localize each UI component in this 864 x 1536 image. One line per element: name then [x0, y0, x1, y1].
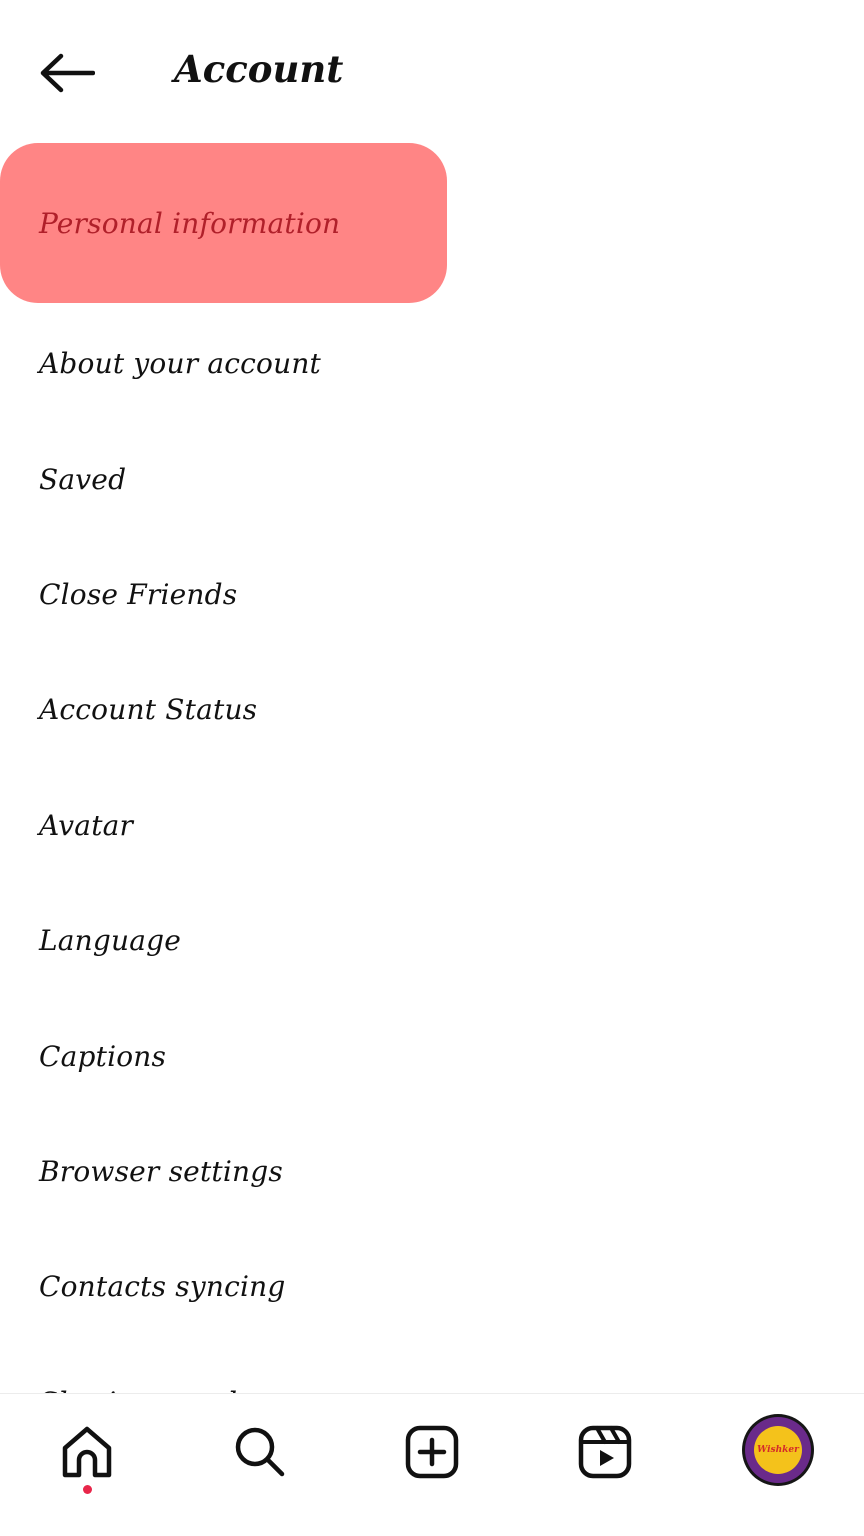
back-arrow-icon [37, 53, 95, 93]
nav-search-button[interactable] [220, 1412, 300, 1492]
menu-item-label: Close Friends [39, 577, 238, 611]
menu-item-language[interactable] [0, 883, 864, 998]
menu-item-label: Language [39, 924, 182, 958]
avatar-ring [745, 1417, 811, 1483]
menu-item-label: Contacts syncing [39, 1270, 286, 1304]
menu-item-label: Browser settings [39, 1154, 283, 1188]
avatar-logo [754, 1426, 802, 1474]
nav-home-button[interactable] [47, 1412, 127, 1492]
page-title: Account [174, 47, 344, 91]
menu-item-label: Account Status [39, 693, 258, 727]
menu-item-label: Captions [39, 1039, 167, 1073]
active-indicator-dot [83, 1485, 92, 1494]
menu-item-account-status[interactable] [0, 652, 864, 767]
menu-item-captions[interactable] [0, 998, 864, 1113]
menu-item-browser-settings[interactable] [0, 1114, 864, 1229]
nav-reels-button[interactable] [565, 1412, 645, 1492]
menu-item-label: Saved [39, 462, 127, 496]
top-app-bar [0, 0, 864, 140]
menu-item-personal-information[interactable] [0, 146, 864, 261]
menu-item-avatar[interactable] [0, 768, 864, 883]
reels-icon [575, 1422, 635, 1482]
nav-create-button[interactable] [392, 1412, 472, 1492]
home-icon [57, 1422, 117, 1482]
account-settings-list [0, 146, 864, 1460]
avatar-text: Wishker [757, 1445, 799, 1455]
create-post-icon [402, 1422, 462, 1482]
menu-item-contacts-syncing[interactable] [0, 1229, 864, 1344]
menu-item-label: About your account [39, 347, 322, 381]
bottom-navigation-bar [0, 1393, 864, 1536]
menu-item-about-your-account[interactable] [0, 306, 864, 421]
menu-item-label: Personal information [39, 207, 341, 241]
search-icon [230, 1422, 290, 1482]
menu-item-label: Avatar [39, 808, 134, 842]
back-button[interactable] [30, 45, 102, 101]
menu-item-saved[interactable] [0, 421, 864, 536]
menu-item-close-friends[interactable] [0, 537, 864, 652]
nav-profile-avatar[interactable] [742, 1414, 814, 1486]
